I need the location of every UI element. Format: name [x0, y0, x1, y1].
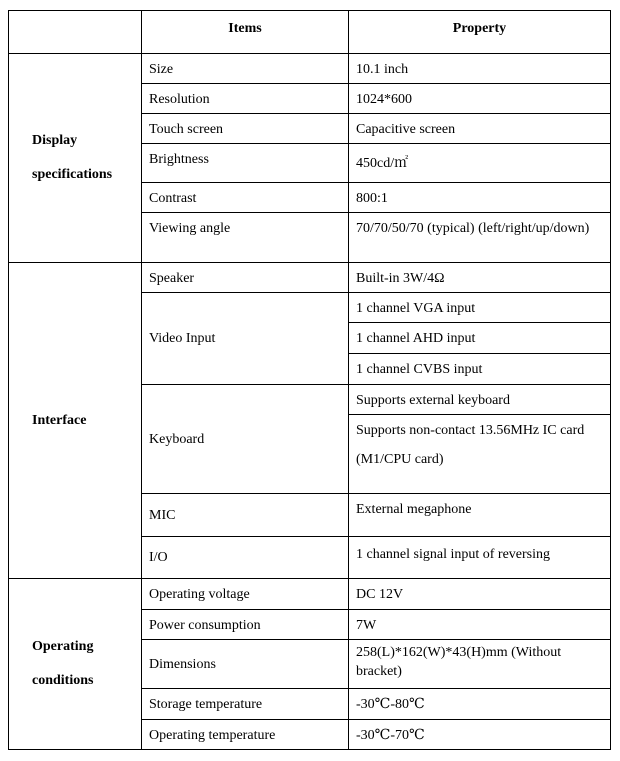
property-cell: 1 channel VGA input: [349, 293, 611, 323]
property-cell: 1 channel AHD input: [349, 323, 611, 354]
property-cell: -30℃-80℃: [349, 689, 611, 720]
property-cell-ic-card: [349, 415, 611, 494]
group-operating: Operating conditions: [9, 579, 142, 750]
table-row: [9, 579, 611, 610]
header-property: Property: [349, 11, 611, 54]
property-cell: 258(L)*162(W)*43(H)mm (Without bracket): [349, 640, 611, 689]
property-cell: DC 12V: [349, 579, 611, 610]
property-cell: 1 channel CVBS input: [349, 354, 611, 385]
item-cell-video-input: Video Input: [142, 293, 349, 385]
property-cell: 1 channel signal input of reversing: [349, 537, 611, 579]
item-cell: Power consumption: [142, 610, 349, 640]
item-cell-keyboard: Keyboard: [142, 385, 349, 494]
item-cell: MIC: [142, 494, 349, 537]
group-display: Display specifications: [9, 54, 142, 263]
property-cell: 70/70/50/70 (typical) (left/right/up/down): [349, 213, 611, 263]
header-row: [9, 11, 611, 54]
item-cell: Dimensions: [142, 640, 349, 689]
item-cell: Viewing angle: [142, 213, 349, 263]
header-blank-cell: [9, 11, 142, 54]
item-cell: Contrast: [142, 183, 349, 213]
property-cell: 7W: [349, 610, 611, 640]
property-cell: -30℃-70℃: [349, 720, 611, 750]
item-cell: Touch screen: [142, 114, 349, 144]
property-cell: External megaphone: [349, 494, 611, 537]
item-cell: Resolution: [142, 84, 349, 114]
item-cell: Operating voltage: [142, 579, 349, 610]
header-items: Items: [142, 11, 349, 54]
table-row: [9, 263, 611, 293]
property-line: (M1/CPU card): [356, 452, 444, 467]
property-cell: 800:1: [349, 183, 611, 213]
property-cell: 10.1 inch: [349, 54, 611, 84]
item-cell: Operating temperature: [142, 720, 349, 750]
property-line: Supports non-contact 13.56MHz IC card: [356, 423, 585, 438]
property-cell: Capacitive screen: [349, 114, 611, 144]
table-row: [9, 54, 611, 84]
item-cell: Size: [142, 54, 349, 84]
item-cell: Storage temperature: [142, 689, 349, 720]
property-cell: 450cd/㎡: [349, 144, 611, 183]
property-cell: 1024*600: [349, 84, 611, 114]
item-cell: Brightness: [142, 144, 349, 183]
property-cell: Built-in 3W/4Ω: [349, 263, 611, 293]
item-cell: Speaker: [142, 263, 349, 293]
spec-table: [8, 10, 611, 750]
group-interface: Interface: [9, 263, 142, 579]
property-cell: Supports external keyboard: [349, 385, 611, 415]
item-cell: I/O: [142, 537, 349, 579]
